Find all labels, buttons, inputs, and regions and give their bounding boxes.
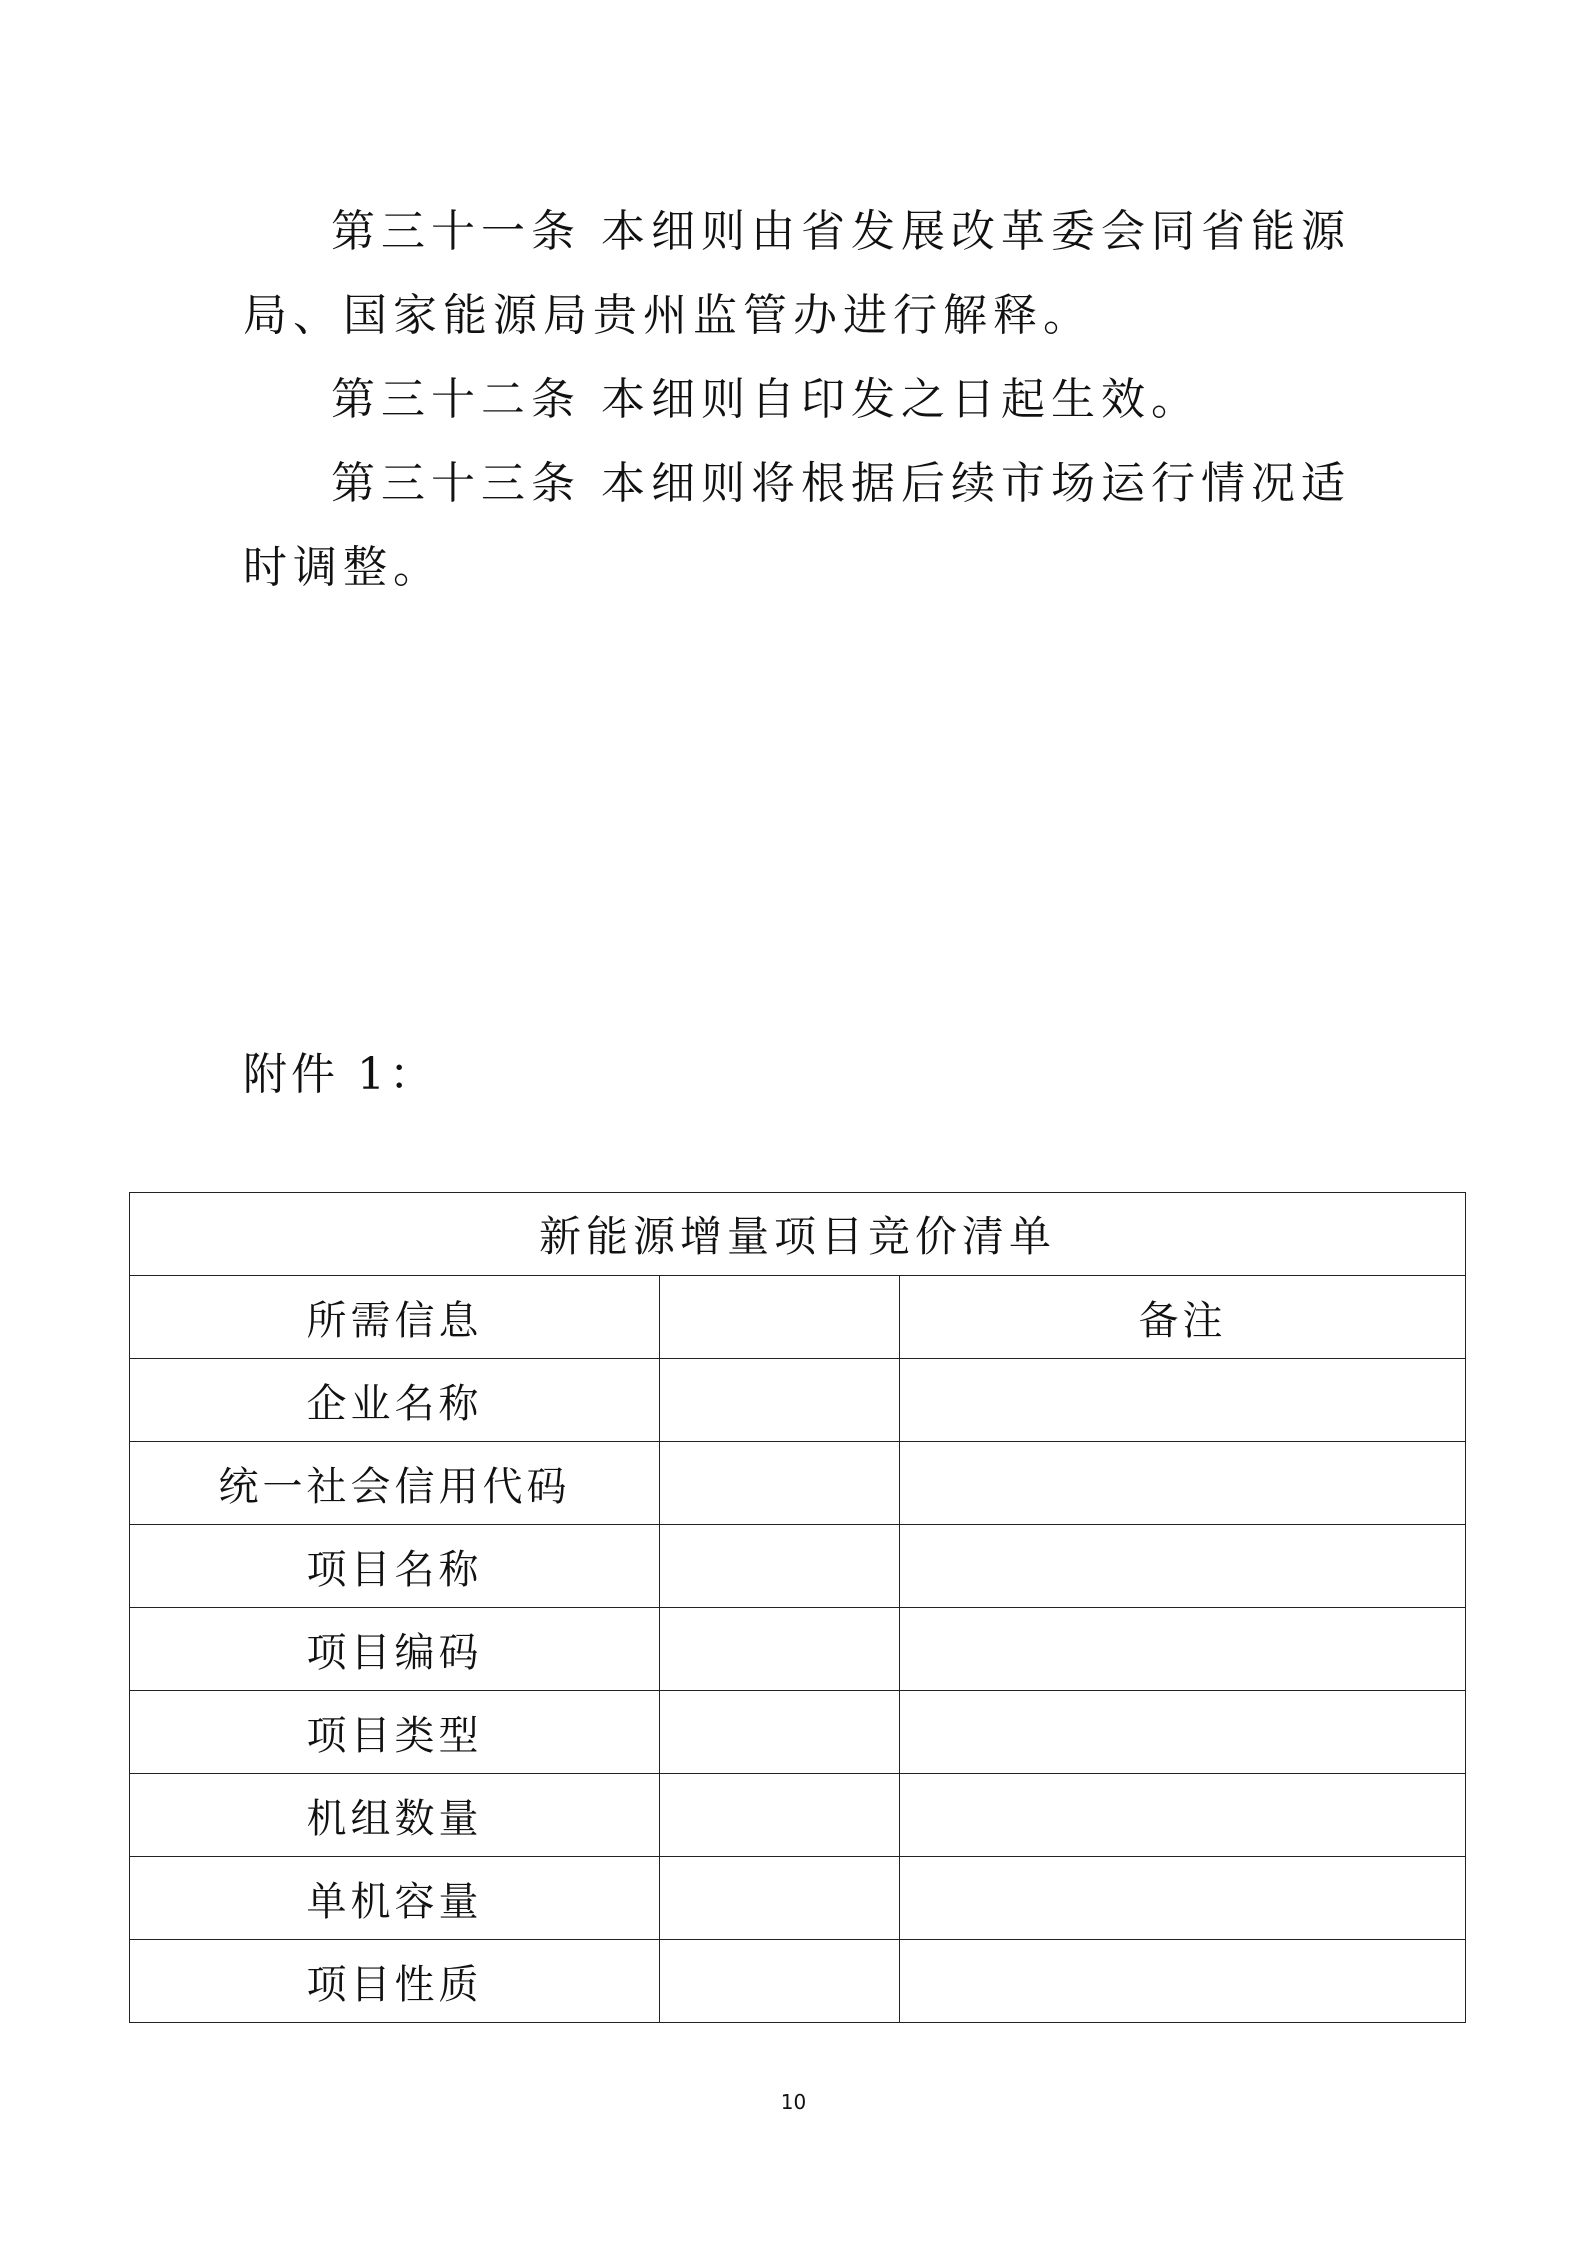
value-cell xyxy=(660,1442,900,1525)
row-label-unit-count: 机组数量 xyxy=(130,1774,660,1857)
row-label-credit-code: 统一社会信用代码 xyxy=(130,1442,660,1525)
value-cell xyxy=(660,1691,900,1774)
table-row xyxy=(130,1857,1466,1940)
row-label-project-nature: 项目性质 xyxy=(130,1940,660,2023)
remarks-cell xyxy=(900,1608,1466,1691)
remarks-cell xyxy=(900,1525,1466,1608)
row-label-unit-capacity: 单机容量 xyxy=(130,1857,660,1940)
remarks-cell xyxy=(900,1940,1466,2023)
page-number: 10 xyxy=(780,2090,807,2114)
row-label-project-name: 项目名称 xyxy=(130,1525,660,1608)
table-row xyxy=(130,1608,1466,1691)
row-label-project-code: 项目编码 xyxy=(130,1608,660,1691)
table-title-row xyxy=(130,1193,1466,1276)
header-required-info: 所需信息 xyxy=(130,1276,660,1359)
table-title: 新能源增量项目竞价清单 xyxy=(130,1193,1466,1276)
attachment-label: 附件 1： xyxy=(243,1049,437,1100)
remarks-cell xyxy=(900,1857,1466,1940)
remarks-cell xyxy=(900,1774,1466,1857)
value-cell xyxy=(660,1857,900,1940)
table-row xyxy=(130,1940,1466,2023)
article-33-paragraph: 第三十三条 本细则将根据后续市场运行情况适时调整。 xyxy=(243,458,1351,593)
value-cell xyxy=(660,1940,900,2023)
table-row xyxy=(130,1774,1466,1857)
table-row xyxy=(130,1525,1466,1608)
header-remarks: 备注 xyxy=(900,1276,1466,1359)
row-label-company-name: 企业名称 xyxy=(130,1359,660,1442)
remarks-cell xyxy=(900,1442,1466,1525)
article-32-paragraph: 第三十二条 本细则自印发之日起生效。 xyxy=(331,374,1201,425)
value-cell xyxy=(660,1774,900,1857)
table-row xyxy=(130,1442,1466,1525)
value-cell xyxy=(660,1525,900,1608)
table-row xyxy=(130,1359,1466,1442)
table-header-row xyxy=(130,1276,1466,1359)
article-31-paragraph: 第三十一条 本细则由省发展改革委会同省能源局、国家能源局贵州监管办进行解释。 xyxy=(243,206,1351,341)
table-row xyxy=(130,1691,1466,1774)
row-label-project-type: 项目类型 xyxy=(130,1691,660,1774)
value-cell xyxy=(660,1608,900,1691)
remarks-cell xyxy=(900,1359,1466,1442)
value-cell xyxy=(660,1359,900,1442)
header-value xyxy=(660,1276,900,1359)
remarks-cell xyxy=(900,1691,1466,1774)
bidding-list-table xyxy=(129,1192,1466,2023)
